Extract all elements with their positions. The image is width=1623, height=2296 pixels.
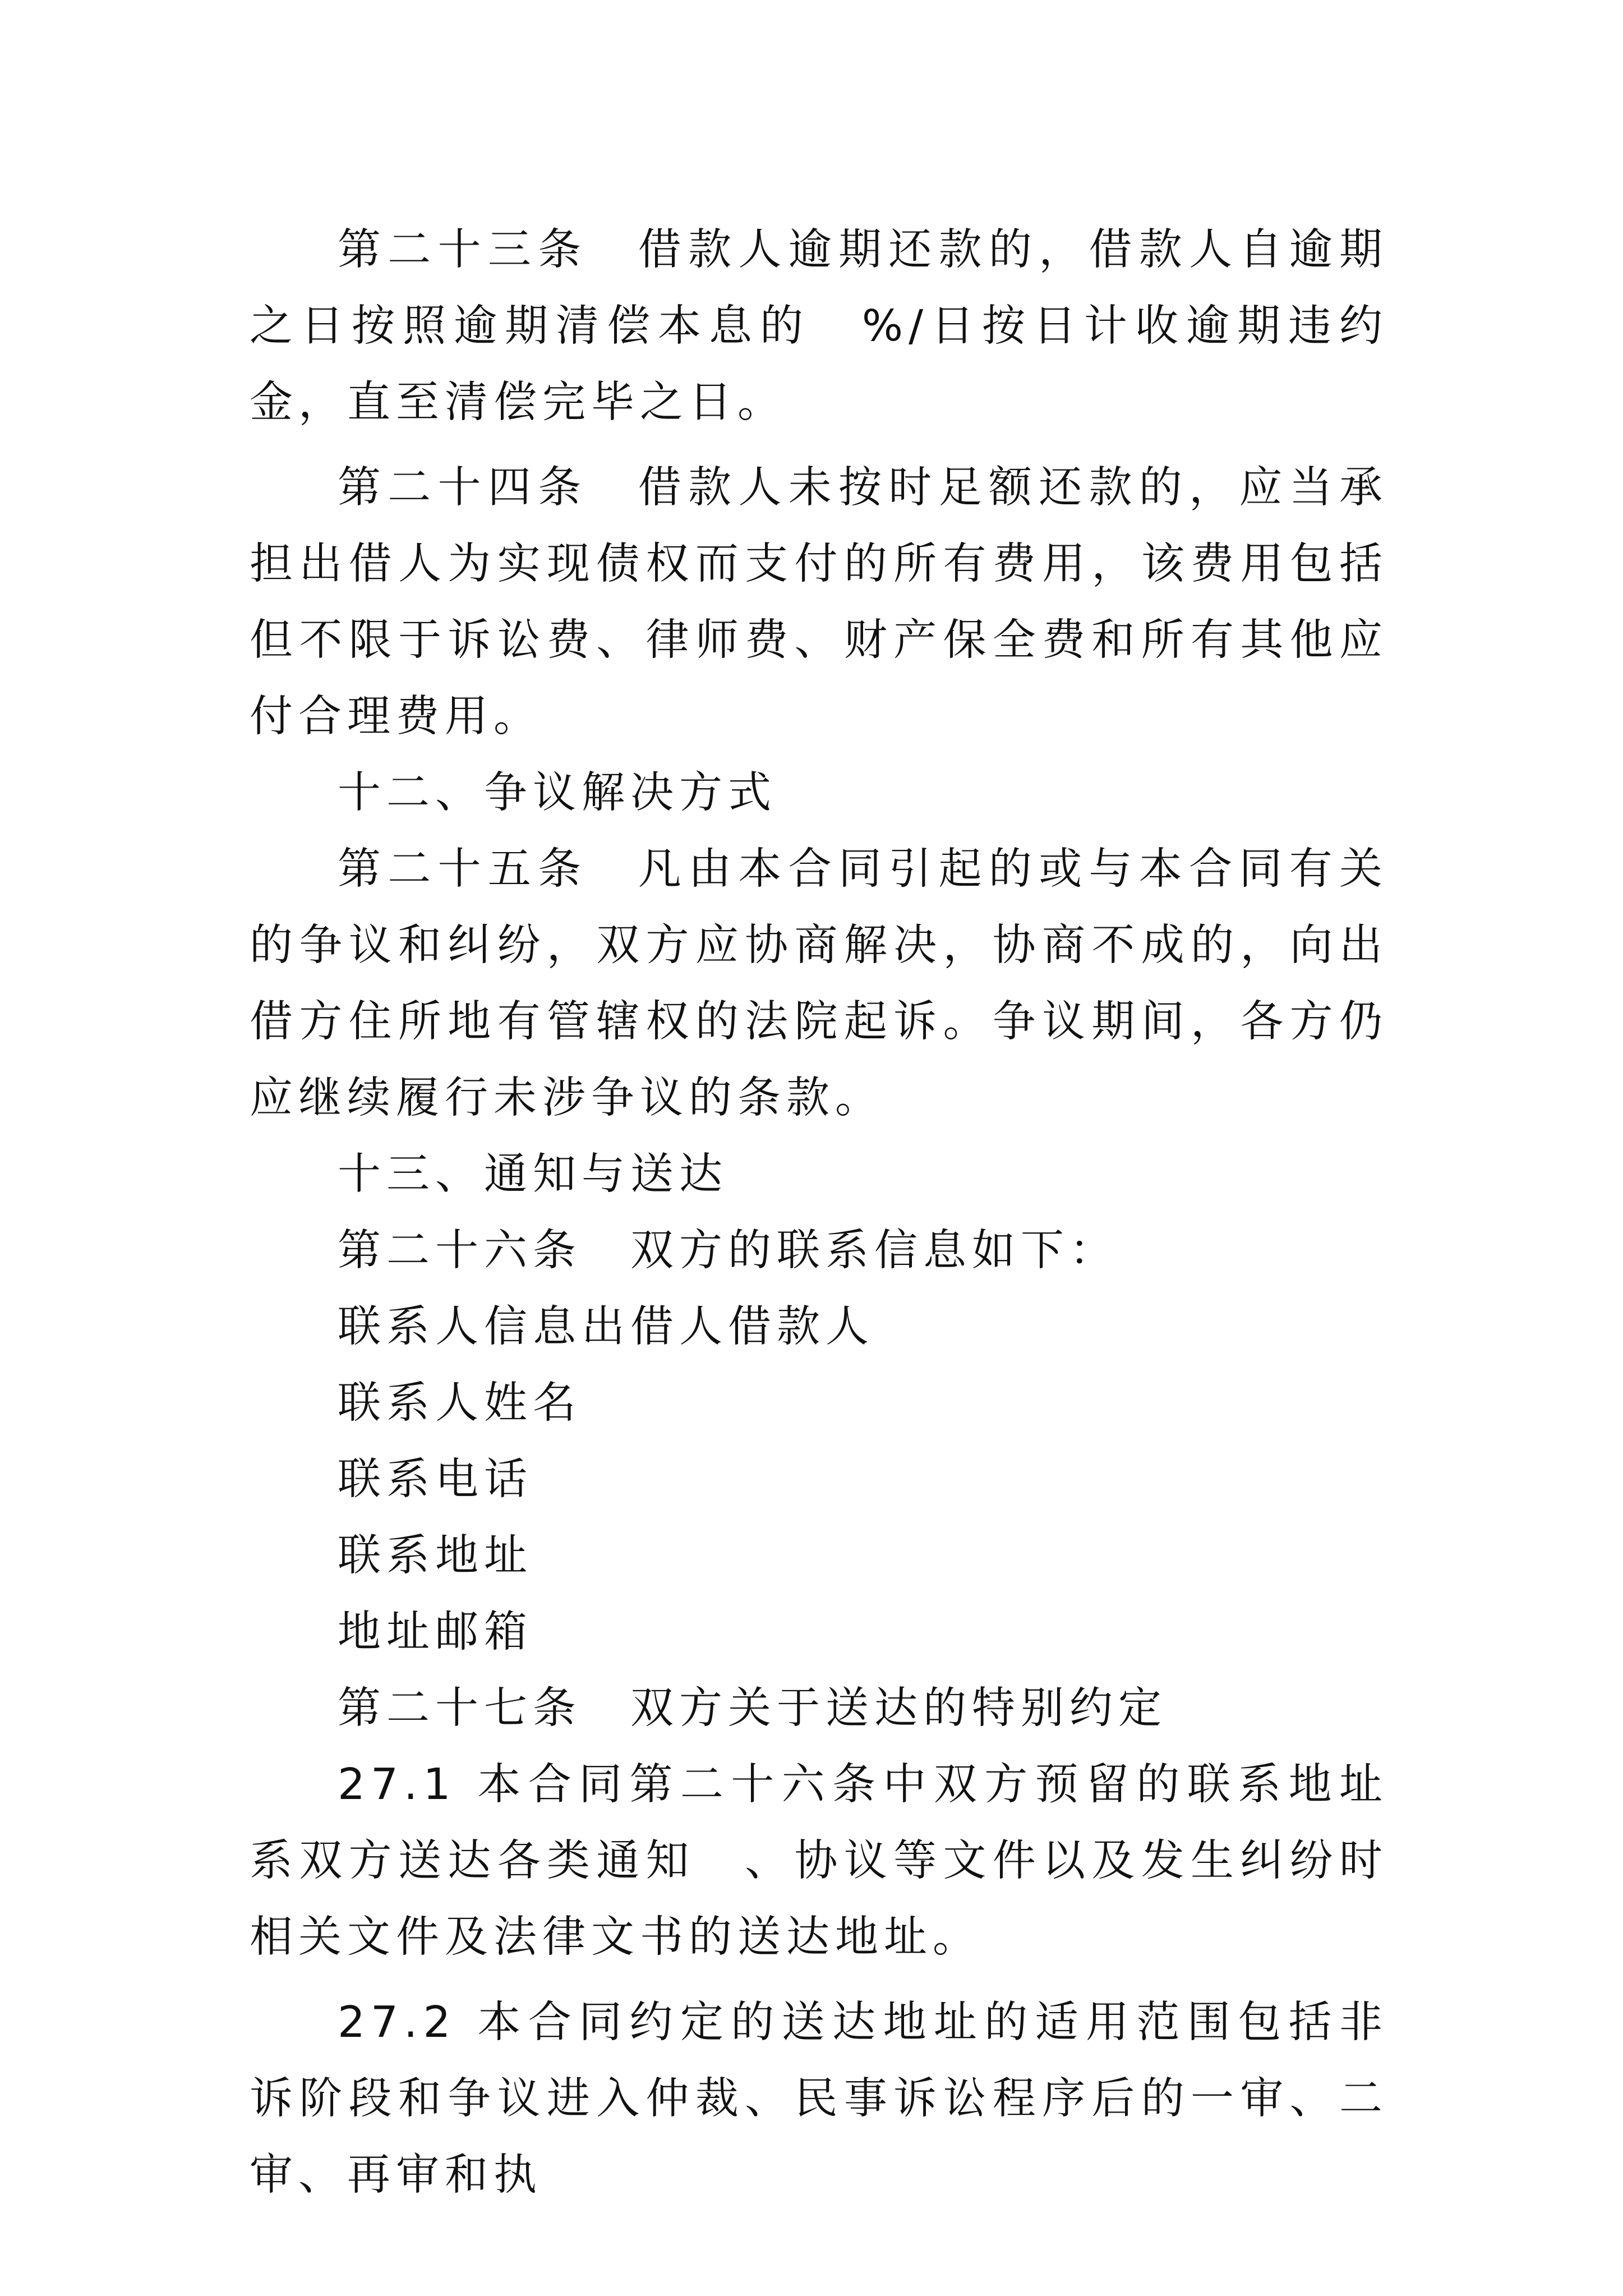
section-heading-dispute-resolution: 十二、争议解决方式 — [338, 768, 777, 818]
contact-name-line: 联系人姓名 — [338, 1378, 582, 1428]
paragraph-article-25: 第二十五条 凡由本合同引起的或与本合同有关的争议和纠纷，双方应协商解决，协商不成的，向出借方住所地有管辖权的法院起诉。争议期间，各方仍应继续履行未涉争议的条款。 — [250, 844, 1388, 1123]
paragraph-27-2: 27.2 本合同约定的送达地址的适用范围包括非诉阶段和争议进入仲裁、民事诉讼程序后的一审、二审、再审和执 — [250, 1998, 1388, 2200]
contact-info-header: 联系人信息出借人借款人 — [338, 1302, 874, 1352]
paragraph-article-24: 第二十四条 借款人未按时足额还款的，应当承担出借人为实现债权而支付的所有费用，该费用包括但不限于诉讼费、律师费、财产保全费和所有其他应付合理费用。 — [250, 463, 1388, 742]
contact-address-line: 联系地址 — [338, 1531, 533, 1581]
paragraph-article-23: 第二十三条 借款人逾期还款的，借款人自逾期之日按照逾期清偿本息的 %/日按日计收逾期违约金，直至清偿完毕之日。 — [250, 225, 1388, 427]
contact-email-line: 地址邮箱 — [338, 1607, 533, 1657]
paragraph-article-26: 第二十六条 双方的联系信息如下： — [338, 1226, 1118, 1276]
document-body — [250, 212, 1388, 2214]
contact-phone-line: 联系电话 — [338, 1455, 533, 1504]
paragraph-27-1: 27.1 本合同第二十六条中双方预留的联系地址系双方送达各类通知 、协议等文件以及发生纠纷时相关文件及法律文书的送达地址。 — [250, 1760, 1388, 1962]
section-heading-notice-delivery: 十三、通知与送达 — [338, 1149, 728, 1199]
paragraph-article-27: 第二十七条 双方关于送达的特别约定 — [338, 1683, 1167, 1733]
